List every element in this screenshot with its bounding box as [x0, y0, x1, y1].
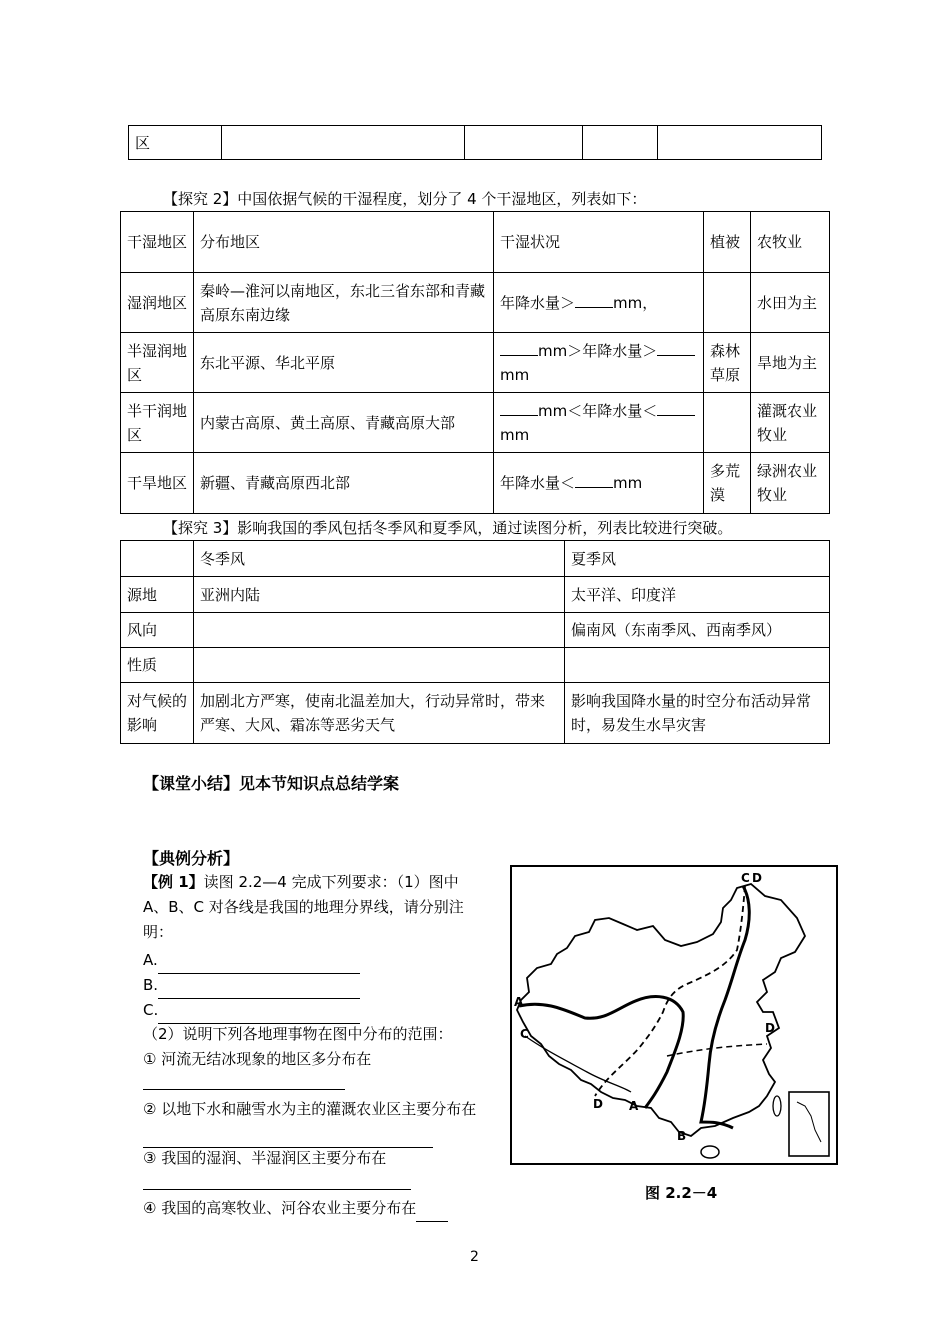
question-item: ④ 我国的高寒牧业、河谷农业主要分布在: [143, 1196, 448, 1222]
table-header: 植被: [704, 212, 751, 273]
row-summer: [565, 648, 830, 683]
map-label: B: [677, 1129, 687, 1143]
table-header: 干湿状况: [494, 212, 704, 273]
table-header: 冬季风: [194, 541, 565, 577]
table-header: 农牧业: [751, 212, 830, 273]
answer-blank[interactable]: [416, 1196, 448, 1222]
row-summer: 太平洋、印度洋: [565, 577, 830, 613]
table-cell: [583, 126, 658, 160]
row-winter: [194, 648, 565, 683]
table-row: [121, 613, 830, 648]
answer-blank[interactable]: [158, 948, 360, 974]
row-summer: 偏南风（东南季风、西南季风）: [565, 613, 830, 648]
answer-line-a: A.: [143, 948, 360, 974]
row-label: 源地: [121, 577, 194, 613]
row-veg: 多荒漠: [704, 453, 751, 514]
examples-heading: 【典例分析】: [143, 849, 240, 868]
question-2: （2）说明下列各地理事物在图中分布的范围：: [143, 1025, 453, 1043]
row-veg: [704, 273, 751, 333]
row-region: 半湿润地区: [121, 333, 194, 393]
question-item: ① 河流无结冰现象的地区多分布在: [143, 1050, 372, 1068]
row-precip: 年降水量＞ mm，: [494, 273, 704, 333]
answer-blank[interactable]: [500, 341, 538, 356]
explore2-intro: 【探究 2】中国依据气候的干湿程度，划分了 4 个干湿地区，列表如下：: [163, 190, 647, 208]
map-label: C: [520, 1027, 529, 1041]
table-header: 干湿地区: [121, 212, 194, 273]
row-agri: 旱地为主: [751, 333, 830, 393]
row-label: 对气候的影响: [121, 683, 194, 744]
table-cell: [465, 126, 583, 160]
answer-blank[interactable]: [143, 1189, 411, 1190]
answer-blank[interactable]: [657, 341, 695, 356]
dry-wet-table: [120, 211, 830, 514]
table-cell: 区: [129, 126, 222, 160]
row-area: 内蒙古高原、黄土高原、青藏高原大部: [194, 393, 494, 453]
table-row: [121, 453, 830, 514]
south-china-sea-inset: [789, 1092, 829, 1156]
table-header: [121, 541, 194, 577]
row-region: 湿润地区: [121, 273, 194, 333]
answer-blank[interactable]: [158, 998, 360, 1024]
row-agri: 绿洲农业牧业: [751, 453, 830, 514]
question-item: ③ 我国的湿润、半湿润区主要分布在: [143, 1149, 387, 1167]
answer-blank[interactable]: [143, 1122, 433, 1148]
answer-blank[interactable]: [575, 473, 613, 488]
china-map-figure: [505, 860, 845, 1220]
row-area: 秦岭—淮河以南地区，东北三省东部和青藏高原东南边缘: [194, 273, 494, 333]
map-label: C: [741, 871, 750, 885]
row-veg: [704, 393, 751, 453]
answer-blank[interactable]: [657, 401, 695, 416]
map-label: D: [752, 871, 762, 885]
example1-text: 【例 1】读图 2.2—4 完成下列要求：（1）图中 A、B、C 对各线是我国的地理分界线，请分别注明：: [143, 873, 464, 941]
answer-line-c: C.: [143, 998, 360, 1024]
table-row: [121, 393, 830, 453]
table-cell: [658, 126, 822, 160]
row-summer: 影响我国降水量的时空分布活动异常时，易发生水旱灾害: [565, 683, 830, 744]
map-label: A: [514, 995, 524, 1009]
row-agri: 灌溉农业牧业: [751, 393, 830, 453]
map-frame: [511, 866, 837, 1164]
row-winter: [194, 613, 565, 648]
row-precip: 年降水量＜ mm: [494, 453, 704, 514]
row-veg: 森林草原: [704, 333, 751, 393]
table-cell: [222, 126, 465, 160]
map-label: D: [765, 1021, 775, 1035]
row-area: 新疆、青藏高原西北部: [194, 453, 494, 514]
row-precip: mm＞年降水量＞mm: [494, 333, 704, 393]
page-number: 2: [470, 1249, 479, 1265]
row-agri: 水田为主: [751, 273, 830, 333]
top-table: [128, 125, 822, 160]
row-winter: 加剧北方严寒，使南北温差加大，行动异常时，带来严寒、大风、霜冻等恶劣天气: [194, 683, 565, 744]
table-header: 夏季风: [565, 541, 830, 577]
row-label: 风向: [121, 613, 194, 648]
answer-line-b: B.: [143, 973, 360, 999]
table-row: [121, 577, 830, 613]
table-row: [121, 648, 830, 683]
monsoon-table: [120, 540, 830, 744]
table-row: [121, 273, 830, 333]
map-caption: 图 2.2－4: [645, 1184, 718, 1202]
table-header: 分布地区: [194, 212, 494, 273]
question-item: ② 以地下水和融雪水为主的灌溉农业区主要分布在: [143, 1097, 483, 1148]
row-winter: 亚洲内陆: [194, 577, 565, 613]
row-label: 性质: [121, 648, 194, 683]
table-row: [121, 683, 830, 744]
map-label: D: [593, 1097, 603, 1111]
answer-blank[interactable]: [575, 293, 613, 308]
summary-heading: 【课堂小结】见本节知识点总结学案: [143, 774, 400, 793]
row-area: 东北平源、华北平原: [194, 333, 494, 393]
row-region: 干旱地区: [121, 453, 194, 514]
answer-blank[interactable]: [500, 401, 538, 416]
answer-blank[interactable]: [143, 1089, 345, 1090]
explore3-intro: 【探究 3】影响我国的季风包括冬季风和夏季风，通过读图分析，列表比较进行突破。: [163, 519, 733, 537]
table-row: [121, 333, 830, 393]
answer-blank[interactable]: [158, 973, 360, 999]
row-region: 半干润地区: [121, 393, 194, 453]
map-label: A: [629, 1099, 639, 1113]
row-precip: mm＜年降水量＜mm: [494, 393, 704, 453]
